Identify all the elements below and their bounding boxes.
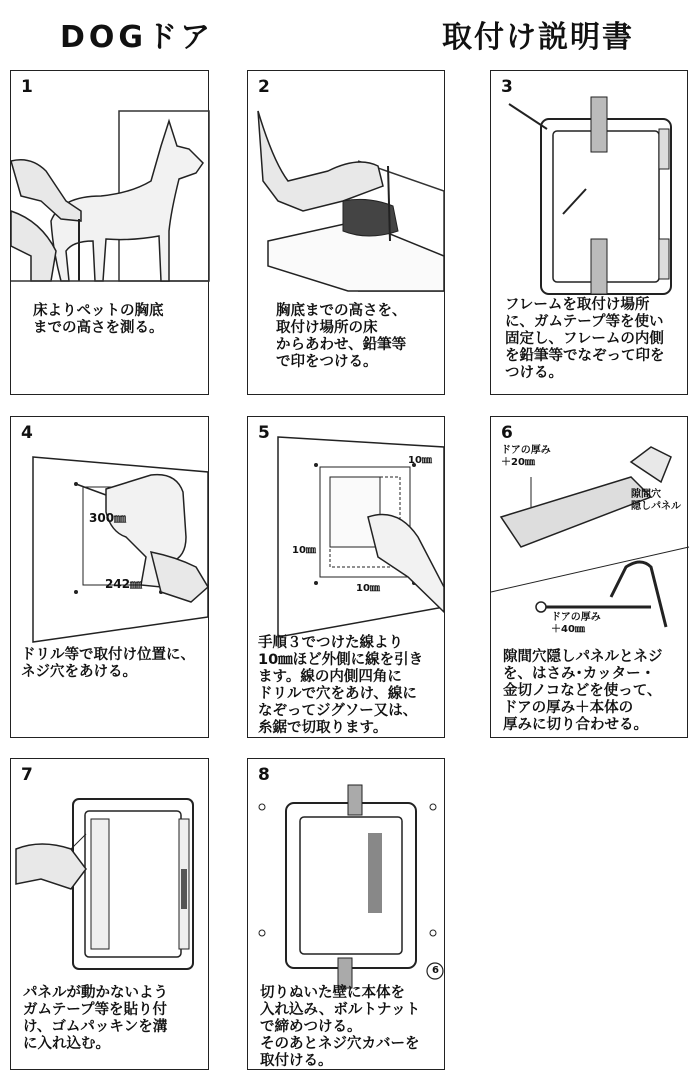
step-1-number: 1 (21, 77, 33, 97)
step-4-panel (10, 416, 209, 738)
step-4-text: ドリル等で取付け位置に、 ネジ穴をあける。 (21, 647, 195, 680)
step-2-number: 2 (258, 77, 270, 97)
step-2-panel (247, 70, 445, 395)
step-5-left-label: 10㎜ (292, 545, 316, 556)
step-7-panel (10, 758, 209, 1070)
step-5-text: 手順３でつけた線より 10㎜ほど外側に線を引き ます。線の内側四角に ドリルで穴をあけ、線に なぞってジグソー又は、 糸鋸で切取ります。 (258, 635, 424, 736)
header-title-right: 取付け説明書 (442, 20, 634, 55)
step-6-panel (490, 416, 688, 738)
step-4-number: 4 (21, 423, 33, 443)
header-title-left: DOGドア (60, 20, 215, 55)
mount-unit-illustration (248, 773, 446, 983)
gasket-insert-illustration (11, 779, 210, 979)
step-3-text: フレームを取付け場所 に、ガムテープ等を使い 固定し、フレームの内側 を鉛筆等でなぞって印を つける。 (505, 297, 665, 381)
step-5-number: 5 (258, 423, 270, 443)
step-5-bottom-label: 10㎜ (356, 583, 380, 594)
dog-measure-illustration (11, 101, 210, 321)
step-8-badge: 6 (432, 965, 439, 976)
step-7-text: パネルが動かないよう ガムテープ等を貼り付 け、ゴムパッキンを溝 に入れ込む。 (23, 985, 168, 1052)
step-3-panel (490, 70, 688, 395)
frame-trace-illustration (491, 89, 689, 299)
step-5-panel (247, 416, 445, 738)
step-6-number: 6 (501, 423, 513, 443)
step-6-panel-tag: 隙間穴 隠しパネル (631, 489, 681, 512)
step-4-height-label: 300㎜ (89, 511, 127, 525)
step-1-panel (10, 70, 209, 395)
cut-opening-illustration (248, 437, 446, 637)
step-5-top-label: 10㎜ (408, 455, 432, 466)
step-8-number: 8 (258, 765, 270, 785)
step-6-panel-label: ドアの厚み ＋20㎜ (501, 445, 551, 468)
mark-height-illustration (248, 91, 446, 311)
step-6-screw-label: ドアの厚み ＋40㎜ (551, 612, 601, 635)
step-2-text: 胸底までの高さを、 取付け場所の床 からあわせ、鉛筆等 で印をつける。 (276, 303, 407, 370)
step-6-text: 隙間穴隠しパネルとネジ を、はさみ･カッター・ 金切ノコなどを使って、 ドアの厚み＋本体の 厚みに切り合わせる。 (503, 649, 663, 733)
step-4-width-label: 242㎜ (105, 577, 143, 591)
step-8-panel (247, 758, 445, 1070)
step-1-text: 床よりペットの胸底 までの高さを測る。 (33, 303, 164, 336)
step-7-number: 7 (21, 765, 33, 785)
step-8-text: 切りぬいた壁に本体を 入れ込み、ボルトナット で締めつける。 そのあとネジ穴カバーを 取付ける。 (260, 985, 421, 1069)
step-3-number: 3 (501, 77, 513, 97)
drill-holes-illustration (11, 437, 210, 637)
